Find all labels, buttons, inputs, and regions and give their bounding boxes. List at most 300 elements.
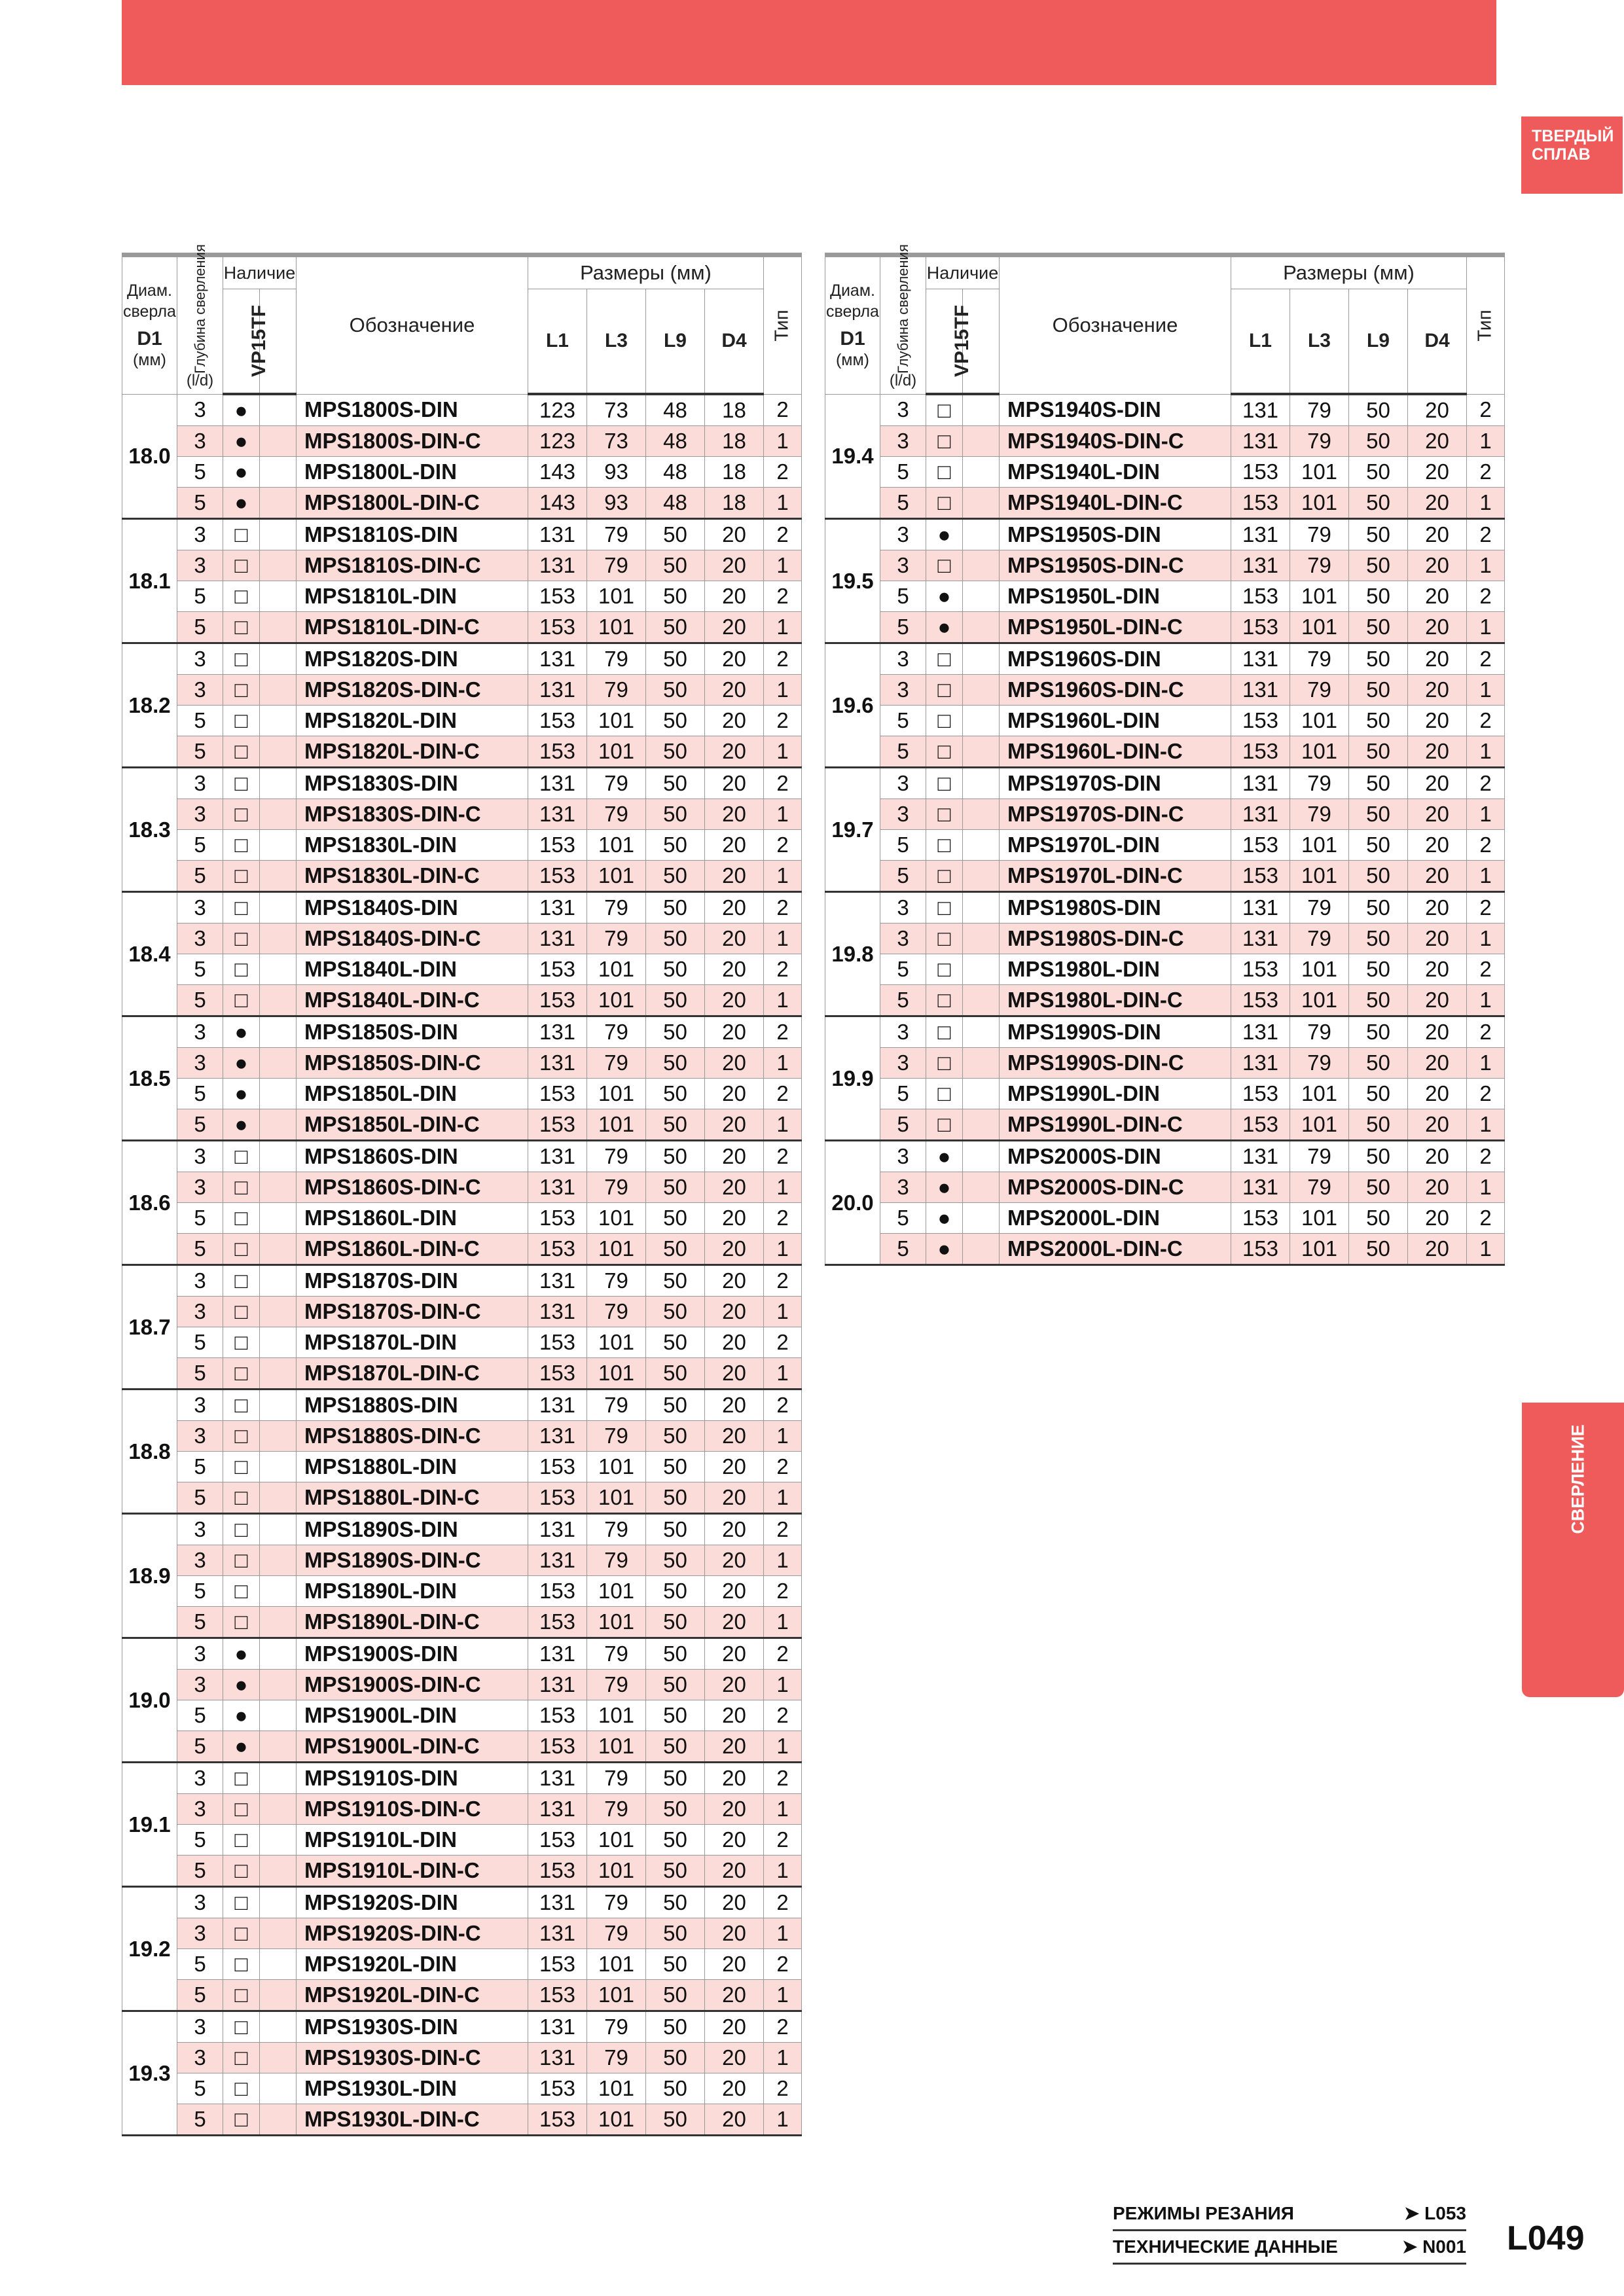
availability-blank-cell (260, 550, 297, 581)
l9-cell: 50 (646, 1265, 705, 1297)
l3-cell: 79 (1290, 1172, 1349, 1203)
l3-cell: 101 (587, 1949, 646, 1980)
d4-cell: 20 (1408, 1109, 1467, 1141)
availability-cell: □ (926, 426, 963, 457)
table-row (825, 985, 1505, 1016)
d4-cell: 20 (1408, 1203, 1467, 1234)
depth-cell: 3 (177, 768, 223, 799)
availability-cell: □ (926, 768, 963, 799)
designation-cell: MPS1880S-DIN (297, 1390, 528, 1421)
table-row (122, 1638, 802, 1670)
l1-cell: 153 (528, 612, 587, 643)
d4-cell: 20 (705, 1016, 764, 1048)
table-row (122, 1576, 802, 1607)
designation-cell: MPS1870L-DIN (297, 1327, 528, 1358)
type-cell: 1 (764, 1421, 802, 1452)
d4-cell: 20 (1408, 394, 1467, 426)
col-type-header: Тип (764, 255, 802, 395)
l1-cell: 131 (528, 1918, 587, 1949)
l1-cell: 131 (528, 1297, 587, 1327)
depth-cell: 3 (880, 675, 926, 706)
designation-cell: MPS1940S-DIN (1000, 394, 1231, 426)
availability-blank-cell (963, 736, 1000, 768)
availability-blank-cell (963, 706, 1000, 736)
type-cell: 2 (764, 1638, 802, 1670)
type-cell: 1 (764, 1670, 802, 1700)
depth-cell: 5 (177, 2104, 223, 2136)
availability-cell: □ (926, 799, 963, 830)
designation-cell: MPS1860S-DIN-C (297, 1172, 528, 1203)
depth-cell: 3 (177, 924, 223, 954)
availability-cell: ● (926, 1234, 963, 1265)
designation-cell: MPS1830L-DIN (297, 830, 528, 861)
l9-cell: 50 (1349, 394, 1408, 426)
l3-cell: 79 (587, 1514, 646, 1545)
type-cell: 2 (1467, 581, 1505, 612)
d4-cell: 20 (705, 1856, 764, 1887)
designation-cell: MPS1910L-DIN (297, 1825, 528, 1856)
designation-cell: MPS1850L-DIN-C (297, 1109, 528, 1141)
type-cell: 1 (764, 1297, 802, 1327)
table-row (825, 954, 1505, 985)
l1-cell: 131 (1231, 924, 1290, 954)
d4-cell: 20 (705, 861, 764, 892)
l9-cell: 50 (1349, 924, 1408, 954)
d4-cell: 20 (705, 830, 764, 861)
d4-cell: 20 (705, 1670, 764, 1700)
designation-cell: MPS1920L-DIN (297, 1949, 528, 1980)
l3-cell: 101 (1290, 1203, 1349, 1234)
designation-cell: MPS1960L-DIN (1000, 706, 1231, 736)
diameter-cell: 18.7 (122, 1265, 177, 1390)
d4-cell: 20 (705, 1763, 764, 1794)
l9-cell: 50 (1349, 1109, 1408, 1141)
availability-blank-cell (260, 488, 297, 519)
l9-cell: 50 (646, 1731, 705, 1763)
d4-cell: 20 (1408, 675, 1467, 706)
availability-blank-cell (260, 2011, 297, 2043)
d4-cell: 20 (705, 736, 764, 768)
availability-cell: □ (223, 1794, 260, 1825)
availability-blank-cell (260, 1670, 297, 1700)
section-tab-carbide[interactable] (1521, 117, 1623, 194)
designation-cell: MPS1890S-DIN-C (297, 1545, 528, 1576)
l1-cell: 131 (528, 1172, 587, 1203)
type-cell: 1 (764, 861, 802, 892)
type-cell: 1 (1467, 1234, 1505, 1265)
availability-blank-cell (963, 985, 1000, 1016)
l1-cell: 153 (528, 1482, 587, 1514)
l9-cell: 50 (646, 1390, 705, 1421)
footer-links (1113, 2198, 1466, 2265)
type-cell: 2 (1467, 768, 1505, 799)
footer-link-label: РЕЖИМЫ РЕЗАНИЯ (1113, 2203, 1294, 2223)
col-availability-header: Наличие (926, 255, 1000, 289)
availability-cell: □ (926, 736, 963, 768)
d4-cell: 20 (1408, 799, 1467, 830)
table-row (122, 643, 802, 675)
availability-cell: ● (223, 1670, 260, 1700)
designation-cell: MPS2000L-DIN-C (1000, 1234, 1231, 1265)
availability-blank-cell (260, 1079, 297, 1109)
type-cell: 2 (764, 830, 802, 861)
designation-cell: MPS1810L-DIN (297, 581, 528, 612)
availability-cell: □ (223, 1980, 260, 2011)
l3-cell: 101 (587, 2104, 646, 2136)
depth-cell: 3 (880, 426, 926, 457)
l1-cell: 131 (1231, 426, 1290, 457)
designation-cell: MPS1990L-DIN-C (1000, 1109, 1231, 1141)
l1-cell: 153 (528, 1234, 587, 1265)
table-row (122, 1731, 802, 1763)
footer-link-cutting-conditions[interactable] (1113, 2198, 1466, 2231)
designation-cell: MPS1950S-DIN (1000, 519, 1231, 550)
availability-blank-cell (260, 1825, 297, 1856)
designation-cell: MPS1800L-DIN-C (297, 488, 528, 519)
l9-cell: 48 (646, 426, 705, 457)
depth-cell: 3 (177, 1763, 223, 1794)
l9-cell: 48 (646, 394, 705, 426)
diameter-cell: 20.0 (825, 1141, 880, 1265)
l3-cell: 79 (587, 1048, 646, 1079)
table-row (122, 1327, 802, 1358)
designation-cell: MPS1850L-DIN (297, 1079, 528, 1109)
d4-cell: 20 (1408, 643, 1467, 675)
l9-cell: 50 (646, 1482, 705, 1514)
designation-cell: MPS1830L-DIN-C (297, 861, 528, 892)
designation-cell: MPS1880S-DIN-C (297, 1421, 528, 1452)
diameter-cell: 18.5 (122, 1016, 177, 1141)
d4-cell: 20 (1408, 1048, 1467, 1079)
table-row (825, 892, 1505, 924)
depth-cell: 3 (177, 2011, 223, 2043)
d4-cell: 18 (705, 426, 764, 457)
availability-cell: □ (223, 1576, 260, 1607)
l3-cell: 79 (587, 924, 646, 954)
type-cell: 1 (764, 1918, 802, 1949)
l9-cell: 50 (1349, 1172, 1408, 1203)
l9-cell: 50 (646, 1887, 705, 1918)
d4-cell: 20 (705, 1545, 764, 1576)
availability-blank-cell (963, 830, 1000, 861)
availability-cell: □ (223, 1297, 260, 1327)
l1-cell: 153 (1231, 985, 1290, 1016)
depth-cell: 3 (177, 1297, 223, 1327)
designation-cell: MPS1940S-DIN-C (1000, 426, 1231, 457)
designation-cell: MPS1880L-DIN-C (297, 1482, 528, 1514)
availability-blank-cell (260, 1297, 297, 1327)
depth-cell: 3 (177, 1265, 223, 1297)
l3-cell: 101 (587, 1576, 646, 1607)
d4-cell: 20 (1408, 550, 1467, 581)
l9-cell: 50 (646, 1234, 705, 1265)
l3-cell: 79 (587, 1918, 646, 1949)
availability-cell: □ (926, 892, 963, 924)
type-cell: 1 (764, 1856, 802, 1887)
d4-cell: 20 (1408, 612, 1467, 643)
table-row (122, 1172, 802, 1203)
type-cell: 1 (764, 924, 802, 954)
type-cell: 2 (764, 1452, 802, 1482)
d4-cell: 20 (1408, 488, 1467, 519)
diameter-cell: 19.7 (825, 768, 880, 892)
designation-cell: MPS1910S-DIN-C (297, 1794, 528, 1825)
availability-blank-cell (260, 394, 297, 426)
d4-cell: 20 (705, 1390, 764, 1421)
availability-blank-cell (260, 1358, 297, 1390)
depth-cell: 5 (177, 861, 223, 892)
l3-cell: 79 (1290, 394, 1349, 426)
type-cell: 2 (764, 706, 802, 736)
type-cell: 1 (764, 550, 802, 581)
l1-cell: 153 (1231, 581, 1290, 612)
table-row (122, 1482, 802, 1514)
availability-blank-cell (260, 1918, 297, 1949)
availability-blank-cell (260, 2104, 297, 2136)
depth-cell: 5 (177, 706, 223, 736)
diameter-cell: 18.6 (122, 1141, 177, 1265)
l9-cell: 50 (1349, 675, 1408, 706)
availability-blank-cell (260, 1203, 297, 1234)
l3-cell: 101 (587, 1980, 646, 2011)
depth-cell: 5 (177, 1731, 223, 1763)
diameter-cell: 18.0 (122, 394, 177, 519)
designation-cell: MPS1990S-DIN-C (1000, 1048, 1231, 1079)
type-cell: 2 (764, 1265, 802, 1297)
designation-cell: MPS2000S-DIN (1000, 1141, 1231, 1172)
designation-cell: MPS1970S-DIN (1000, 768, 1231, 799)
l9-cell: 48 (646, 457, 705, 488)
top-banner (122, 0, 1496, 85)
availability-cell: □ (223, 1327, 260, 1358)
l1-cell: 131 (1231, 1016, 1290, 1048)
depth-cell: 3 (880, 892, 926, 924)
l3-cell: 101 (587, 612, 646, 643)
l1-cell: 131 (528, 550, 587, 581)
designation-cell: MPS1890L-DIN (297, 1576, 528, 1607)
depth-cell: 5 (177, 1452, 223, 1482)
l3-cell: 101 (587, 1109, 646, 1141)
col-d4-header: D4 (705, 289, 764, 395)
designation-cell: MPS1830S-DIN (297, 768, 528, 799)
availability-blank-cell (963, 675, 1000, 706)
l1-cell: 131 (528, 1514, 587, 1545)
l1-cell: 153 (528, 1109, 587, 1141)
availability-cell: □ (223, 2073, 260, 2104)
depth-cell: 3 (177, 1390, 223, 1421)
designation-cell: MPS1930L-DIN-C (297, 2104, 528, 2136)
l1-cell: 123 (528, 394, 587, 426)
l9-cell: 50 (646, 1297, 705, 1327)
l1-cell: 153 (1231, 1203, 1290, 1234)
d4-cell: 20 (705, 1109, 764, 1141)
l9-cell: 50 (646, 1172, 705, 1203)
type-cell: 1 (764, 1545, 802, 1576)
depth-cell: 5 (177, 1825, 223, 1856)
availability-cell: □ (926, 1109, 963, 1141)
depth-cell: 3 (177, 1421, 223, 1452)
diameter-cell: 19.1 (122, 1763, 177, 1887)
l1-cell: 153 (528, 1452, 587, 1482)
table-row (825, 861, 1505, 892)
availability-cell: □ (926, 550, 963, 581)
l3-cell: 79 (587, 519, 646, 550)
l3-cell: 101 (587, 985, 646, 1016)
col-designation-header: Обозначение (1000, 255, 1231, 395)
footer-link-label: ТЕХНИЧЕСКИЕ ДАННЫЕ (1113, 2236, 1338, 2257)
type-cell: 1 (764, 1234, 802, 1265)
availability-cell: □ (926, 1079, 963, 1109)
type-cell: 2 (1467, 706, 1505, 736)
designation-cell: MPS1860L-DIN (297, 1203, 528, 1234)
designation-cell: MPS1830S-DIN-C (297, 799, 528, 830)
table-row (122, 1203, 802, 1234)
l1-cell: 131 (1231, 892, 1290, 924)
availability-blank-cell (260, 426, 297, 457)
depth-cell: 3 (880, 924, 926, 954)
depth-cell: 5 (177, 2073, 223, 2104)
l3-cell: 79 (587, 1794, 646, 1825)
depth-cell: 5 (177, 1109, 223, 1141)
col-diameter-header: Диам. сверла D1 (мм) (122, 255, 177, 395)
l3-cell: 79 (1290, 799, 1349, 830)
l1-cell: 131 (528, 1763, 587, 1794)
type-cell: 2 (764, 519, 802, 550)
d4-cell: 20 (705, 1887, 764, 1918)
table-row (122, 2073, 802, 2104)
depth-cell: 3 (880, 799, 926, 830)
l9-cell: 50 (646, 861, 705, 892)
l1-cell: 131 (528, 675, 587, 706)
type-cell: 1 (764, 675, 802, 706)
availability-blank-cell (260, 1980, 297, 2011)
l3-cell: 101 (1290, 1079, 1349, 1109)
type-cell: 1 (764, 1607, 802, 1638)
availability-blank-cell (963, 1234, 1000, 1265)
type-cell: 2 (764, 1141, 802, 1172)
availability-blank-cell (260, 1172, 297, 1203)
l9-cell: 50 (1349, 1234, 1408, 1265)
type-cell: 1 (764, 2043, 802, 2073)
availability-cell: □ (926, 954, 963, 985)
table-row (825, 519, 1505, 550)
type-cell: 1 (764, 1048, 802, 1079)
designation-cell: MPS1870S-DIN (297, 1265, 528, 1297)
d4-cell: 20 (705, 1980, 764, 2011)
type-cell: 2 (1467, 954, 1505, 985)
table-row (825, 799, 1505, 830)
l3-cell: 101 (1290, 457, 1349, 488)
d4-cell: 20 (705, 985, 764, 1016)
l3-cell: 79 (587, 675, 646, 706)
d4-cell: 20 (1408, 830, 1467, 861)
d4-cell: 20 (1408, 1141, 1467, 1172)
type-cell: 2 (764, 768, 802, 799)
section-tab-drilling-label: СВЕРЛЕНИЕ (1568, 1424, 1588, 1534)
designation-cell: MPS1930L-DIN (297, 2073, 528, 2104)
availability-blank-cell (963, 643, 1000, 675)
type-cell: 1 (764, 799, 802, 830)
depth-cell: 5 (880, 581, 926, 612)
type-cell: 2 (1467, 892, 1505, 924)
depth-cell: 3 (880, 519, 926, 550)
section-tab-line2: СПЛАВ (1532, 145, 1591, 164)
d4-cell: 20 (705, 1700, 764, 1731)
type-cell: 1 (1467, 736, 1505, 768)
l1-cell: 131 (528, 799, 587, 830)
l9-cell: 50 (1349, 985, 1408, 1016)
l9-cell: 50 (646, 1918, 705, 1949)
availability-blank-cell (260, 675, 297, 706)
availability-cell: ● (223, 1638, 260, 1670)
depth-cell: 5 (177, 830, 223, 861)
type-cell: 2 (764, 892, 802, 924)
table-row (122, 954, 802, 985)
d4-cell: 20 (705, 2073, 764, 2104)
l3-cell: 79 (1290, 768, 1349, 799)
d4-cell: 20 (1408, 706, 1467, 736)
type-cell: 1 (1467, 675, 1505, 706)
diameter-cell: 18.3 (122, 768, 177, 892)
type-cell: 1 (764, 736, 802, 768)
availability-blank-cell (260, 892, 297, 924)
l9-cell: 50 (646, 1358, 705, 1390)
l9-cell: 50 (1349, 643, 1408, 675)
l3-cell: 79 (1290, 643, 1349, 675)
availability-blank-cell (260, 1949, 297, 1980)
l9-cell: 50 (646, 1327, 705, 1358)
type-cell: 2 (764, 643, 802, 675)
depth-cell: 3 (177, 1670, 223, 1700)
l9-cell: 50 (646, 1016, 705, 1048)
l3-cell: 79 (587, 1141, 646, 1172)
type-cell: 1 (764, 1731, 802, 1763)
l3-cell: 101 (587, 1079, 646, 1109)
depth-cell: 5 (177, 1607, 223, 1638)
l3-cell: 101 (587, 1203, 646, 1234)
availability-blank-cell (260, 1421, 297, 1452)
availability-cell: ● (926, 581, 963, 612)
table-row (122, 426, 802, 457)
d4-cell: 20 (705, 1825, 764, 1856)
diameter-cell: 19.3 (122, 2011, 177, 2136)
availability-cell: □ (223, 1452, 260, 1482)
d4-cell: 18 (705, 488, 764, 519)
depth-cell: 3 (880, 1141, 926, 1172)
col-d4-header: D4 (1408, 289, 1467, 395)
l3-cell: 79 (587, 1638, 646, 1670)
type-cell: 2 (764, 1203, 802, 1234)
designation-cell: MPS1860L-DIN-C (297, 1234, 528, 1265)
l1-cell: 131 (1231, 1141, 1290, 1172)
l3-cell: 79 (587, 1887, 646, 1918)
availability-blank-cell (260, 861, 297, 892)
d4-cell: 20 (705, 799, 764, 830)
type-cell: 2 (764, 1576, 802, 1607)
footer-link-technical-data[interactable] (1113, 2231, 1466, 2265)
l1-cell: 153 (528, 1576, 587, 1607)
availability-cell: □ (223, 954, 260, 985)
availability-cell: □ (223, 1358, 260, 1390)
l1-cell: 131 (1231, 1172, 1290, 1203)
l1-cell: 153 (1231, 954, 1290, 985)
availability-cell: □ (223, 1203, 260, 1234)
designation-cell: MPS1880L-DIN (297, 1452, 528, 1482)
table-row (122, 799, 802, 830)
type-cell: 1 (764, 2104, 802, 2136)
table-row (825, 1141, 1505, 1172)
designation-cell: MPS1980S-DIN-C (1000, 924, 1231, 954)
